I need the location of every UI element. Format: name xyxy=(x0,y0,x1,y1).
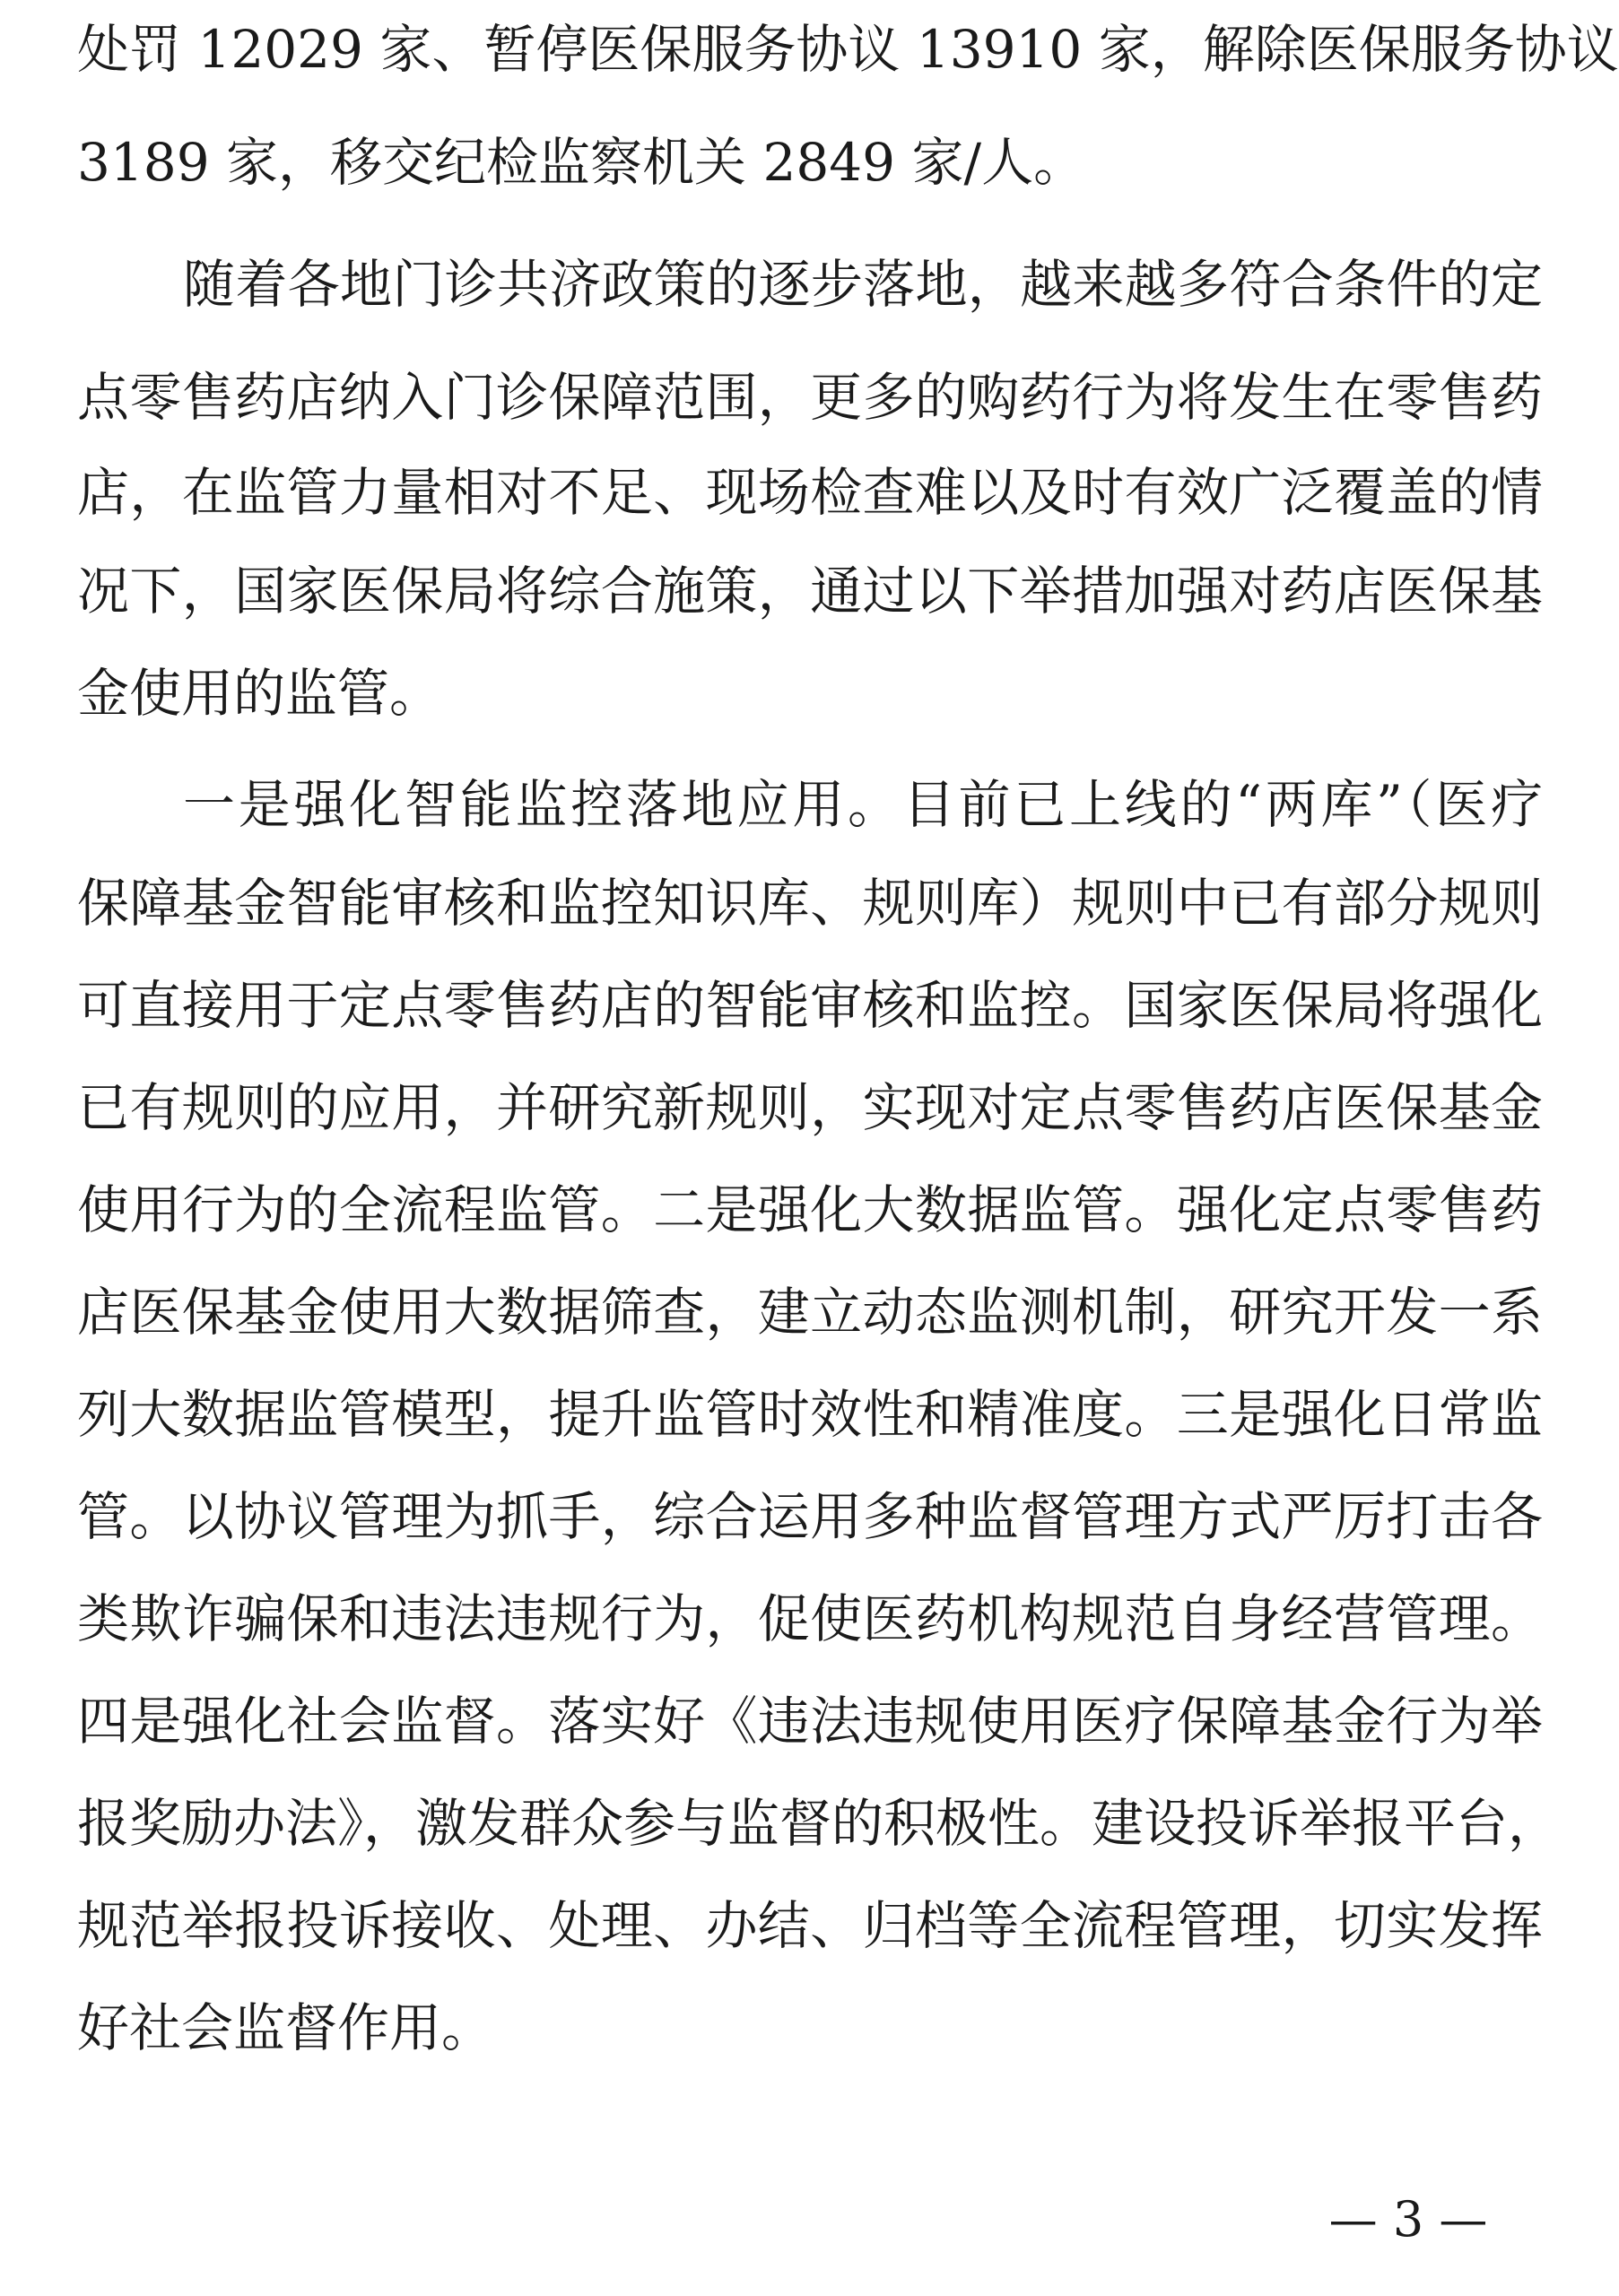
text-line: 已有规则的应用，并研究新规则，实现对定点零售药店医保基金 xyxy=(77,1077,1543,1138)
text-line: 保障基金智能审核和监控知识库、规则库）规则中已有部分规则 xyxy=(77,873,1543,934)
text-line: 店医保基金使用大数据筛查，建立动态监测机制，研究开发一系 xyxy=(77,1282,1543,1343)
text-line: 可直接用于定点零售药店的智能审核和监控。国家医保局将强化 xyxy=(77,975,1543,1036)
text-line: 列大数据监管模型，提升监管时效性和精准度。三是强化日常监 xyxy=(77,1384,1543,1445)
text-line: 规范举报投诉接收、处理、办结、归档等全流程管理，切实发挥 xyxy=(77,1895,1543,1956)
text-line: 金使用的监管。 xyxy=(77,663,442,724)
text-line: 3189 家，移交纪检监察机关 2849 家/人。 xyxy=(77,132,1086,193)
text-line: 四是强化社会监督。落实好《违法违规使用医疗保障基金行为举 xyxy=(77,1691,1543,1752)
text-line: 店，在监管力量相对不足、现场检查难以及时有效广泛覆盖的情 xyxy=(77,462,1543,523)
text-line: 报奖励办法》，激发群众参与监督的积极性。建设投诉举报平台， xyxy=(77,1793,1561,1854)
text-line: 管。以协议管理为抓手，综合运用多种监督管理方式严厉打击各 xyxy=(77,1486,1543,1547)
page-number: — 3 — xyxy=(1328,2191,1488,2248)
text-line: 况下，国家医保局将综合施策，通过以下举措加强对药店医保基 xyxy=(77,561,1543,622)
text-line: 点零售药店纳入门诊保障范围，更多的购药行为将发生在零售药 xyxy=(77,367,1543,428)
text-line: 一是强化智能监控落地应用。目前已上线的“两库”（医疗 xyxy=(183,774,1543,835)
text-line: 好社会监督作用。 xyxy=(77,1997,494,2058)
text-line: 随着各地门诊共济政策的逐步落地，越来越多符合条件的定 xyxy=(183,254,1543,315)
text-line: 处罚 12029 家、暂停医保服务协议 13910 家，解除医保服务协议 xyxy=(77,19,1619,80)
text-line: 类欺诈骗保和违法违规行为，促使医药机构规范自身经营管理。 xyxy=(77,1588,1543,1649)
text-line: 使用行为的全流程监管。二是强化大数据监管。强化定点零售药 xyxy=(77,1179,1543,1240)
